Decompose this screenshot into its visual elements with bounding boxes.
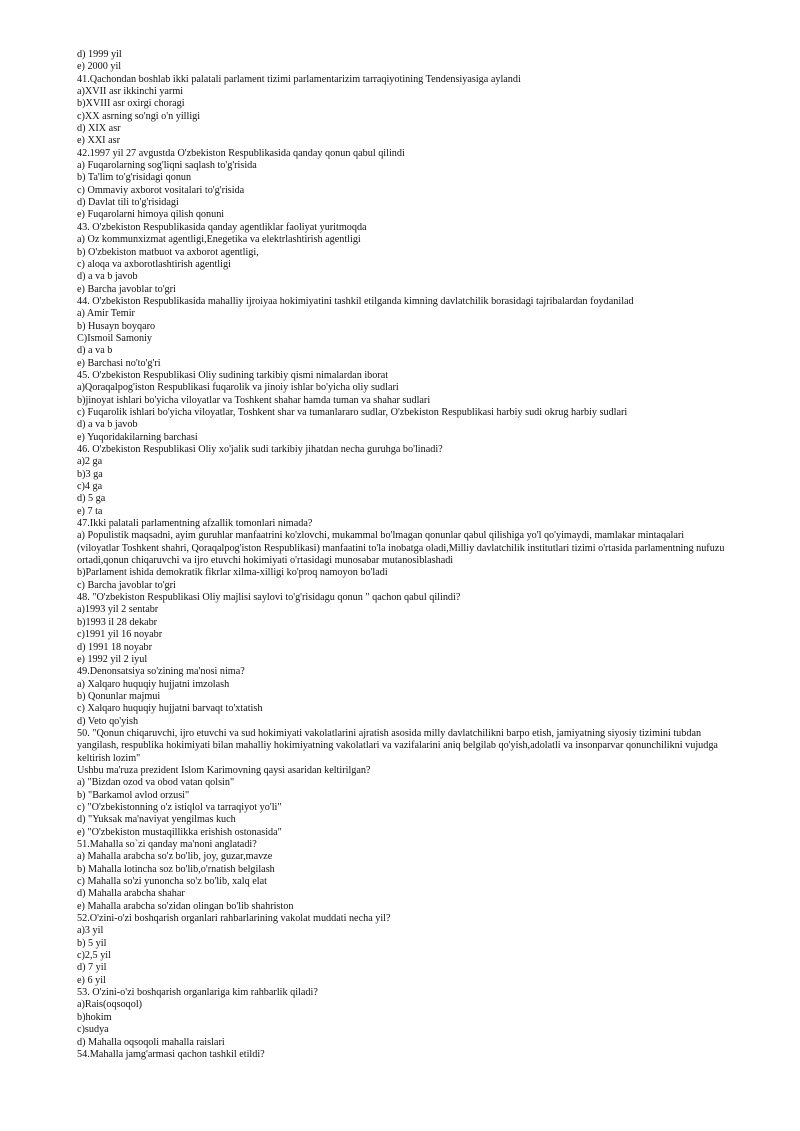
text-line: e) Fuqarolarni himoya qilish qonuni — [77, 209, 225, 221]
text-line: Ushbu ma'ruza prezident Islom Karimovning qaysi asaridan keltirilgan? — [77, 764, 371, 776]
text-line: a) Mahalla arabcha so'z bo'lib, joy, guzar,mavze — [77, 851, 273, 863]
text-line: e) Barcha javoblar to'gri — [77, 283, 176, 295]
text-line: a)Qoraqalpog'iston Respublikasi fuqarolik va jinoiy ishlar bo'yicha oliy sudlari — [77, 382, 399, 394]
text-line: b)XVIII asr oxirgi choragi — [77, 98, 185, 110]
text-line: 45. O'zbekiston Respublikasi Oliy sudining tarkibiy qismi nimalardan iborat — [77, 369, 389, 381]
text-block-1 — [77, 49, 727, 530]
text-line: d) a va b — [77, 345, 113, 357]
text-line: c)4 ga — [77, 481, 103, 493]
text-line: d) 1991 18 noyabr — [77, 641, 152, 653]
text-line: b)Parlament ishida demokratik fikrlar xilma-xilligi ko'proq namoyon bo'ladi — [77, 567, 388, 579]
text-line: e) "O'zbekiston mustaqillikka erishish ostonasida" — [77, 826, 282, 838]
text-line: c) Xalqaro huquqiy hujjatni barvaqt to'xtatish — [77, 703, 263, 715]
text-line: d) 5 ga — [77, 493, 106, 505]
text-line: a) Amir Temir — [77, 308, 135, 320]
document-page — [77, 49, 727, 1061]
text-line: d) XIX asr — [77, 123, 121, 135]
text-line: c)sudya — [77, 1024, 109, 1036]
text-line: c)2,5 yil — [77, 950, 111, 962]
text-line: a)2 ga — [77, 456, 103, 468]
text-line: c)1991 yil 16 noyabr — [77, 629, 163, 641]
text-line: c)XX asrning so'ngi o'n yilligi — [77, 110, 201, 122]
text-line: b)1993 il 28 dekabr — [77, 616, 158, 628]
text-line: 43. O'zbekiston Respublikasida qanday agentliklar faoliyat yuritmoqda — [77, 221, 367, 233]
text-line: d) 7 yil — [77, 962, 107, 974]
text-line: e) 2000 yil — [77, 61, 122, 73]
text-line: 46. O'zbekiston Respublikasi Oliy xo'jalik sudi tarkibiy jihatdan necha guruhga bo'linadi? — [77, 444, 443, 455]
text-line: 44. O'zbekiston Respublikasida mahalliy ijroiyaa hokimiyatini tashkil etilganda kimning davlatchilik borasidagi tajribalardan foydanilad — [77, 295, 634, 307]
answer-47a-paragraph: a) Populistik maqsadni, ayim guruhlar manfaatrini ko'zlovchi, mukammal bo'lmagan qonunlar qabul qilishiga yo'l qo'yimaydi, mamlakar mintaqalari (viloyatlar Toshkent shahri, Qoraqalpog'iston Respublikasi) manfaatini to'la inobatga oladi,Milliy davlatchilik institutlari tizimi o'rtasida parlamentning nufuzu ortadi,qonun chiqaruvchi va ijro etuvchi hokimiyati o'rtasidagi munosabar mutanosiblashadi — [77, 530, 725, 567]
text-line: 42.1997 yil 27 avgustda O'zbekiston Respublikasida qanday qonun qabul qilindi — [77, 147, 405, 159]
text-line: c) Mahalla so'zi yunoncha so'z bo'lib, xalq elat — [77, 876, 267, 888]
text-line: c) Barcha javoblar to'gri — [77, 579, 176, 591]
text-line: 49.Denonsatsiya so'zining ma'nosi nima? — [77, 666, 245, 678]
text-line: d) Davlat tili to'g'risidagi — [77, 197, 179, 209]
text-line: e) XXI asr — [77, 135, 120, 147]
text-line: b) O'zbekiston matbuot va axborot agentligi, — [77, 246, 259, 258]
text-line: a) Fuqarolarning sog'liqni saqlash to'g'risida — [77, 160, 257, 172]
text-line: b) Husayn boyqaro — [77, 320, 156, 332]
text-line: c) aloqa va axborotlashtirish agentligi — [77, 258, 231, 270]
text-line: c) Fuqarolik ishlari bo'yicha viloyatlar, Toshkent shar va tumanlararo sudlar, O'zbekiston Respublikasi harbiy sudi okrug harbiy sudlari — [77, 406, 628, 418]
text-line: a) Oz kommunxizmat agentligi,Enegetika va elektrlashtirish agentligi — [77, 234, 361, 246]
text-line: d) "Yuksak ma'naviyat yengilmas kuch — [77, 814, 236, 826]
text-line: b)hokim — [77, 1011, 112, 1023]
text-line: 53. O'zini-o'zi boshqarish organlariga kim rahbarlik qiladi? — [77, 987, 318, 999]
text-line: e) Yuqoridakilarning barchasi — [77, 431, 198, 443]
question-50-paragraph: 50. "Qonun chiqaruvchi, ijro etuvchi va sud hokimiyati vakolatlarini ajratish asosida milly davlatchilikni barpo etish, jamiyatning siyosiy tizimini tubdan yangilash, respublika hokimiyati bilan mahalliy hokimiyatning vakolatlari va vazifalarini aniq belgilab qo'yish,adolatli va insonparvar qonunchilikni vujudga keltirish lozim" — [77, 727, 718, 764]
text-line: b)3 ga — [77, 468, 103, 480]
text-line: b) "Barkamol avlod orzusi" — [77, 789, 190, 801]
text-line: a)XVII asr ikkinchi yarmi — [77, 86, 184, 98]
text-line: a) "Bizdan ozod va obod vatan qolsin" — [77, 777, 235, 789]
text-line: 52.O'zini-o'zi boshqarish organlari rahbarlarining vakolat muddati necha yil? — [77, 913, 391, 925]
text-line: a)Rais(oqsoqol) — [77, 999, 143, 1011]
text-line: d) Mahalla oqsoqoli mahalla raislari — [77, 1036, 225, 1048]
text-line: 48. "O'zbekiston Respublikasi Oliy majlisi saylovi to'g'risidagu qonun " qachon qabul qilindi? — [77, 592, 461, 604]
text-line: 47.Ikki palatali parlamentning afzallik tomonlari nimada? — [77, 518, 313, 530]
text-line: b)jinoyat ishlari bo'yicha viloyatlar va Toshkent shahar hamda tuman va shahar sudlari — [77, 394, 431, 406]
text-line: d) Veto qo'yish — [77, 715, 139, 727]
text-line: b) Ta'lim to'g'risidagi qonun — [77, 172, 192, 184]
text-line: e) 7 ta — [77, 505, 103, 517]
text-line: a)3 yil — [77, 925, 104, 937]
text-line: 51.Mahalla so`zi qanday ma'noni anglatadi? — [77, 839, 257, 850]
text-line: b) Mahalla lotincha soz bo'lib,o'rnatish belgilash — [77, 863, 275, 875]
text-line: c) Ommaviy axborot vositalari to'g'risida — [77, 184, 245, 196]
text-line: e) 1992 yil 2 iyul — [77, 653, 148, 665]
text-line: e) Mahalla arabcha so'zidan olingan bo'lib shahriston — [77, 900, 294, 912]
text-line: a)1993 yil 2 sentabr — [77, 604, 159, 616]
text-line: b) Qonunlar majmui — [77, 690, 161, 702]
text-block-3 — [77, 765, 727, 1061]
text-line: 41.Qachondan boshlab ikki palatali parlament tizimi parlamentarizim tarraqiyotining Tendensiyasiga aylandi — [77, 73, 521, 85]
text-block-2 — [77, 567, 727, 727]
text-line: C)Ismoil Samoniy — [77, 332, 152, 344]
text-line: d) a va b javob — [77, 271, 138, 283]
text-line: 54.Mahalla jamg'armasi qachon tashkil etildi? — [77, 1048, 265, 1060]
text-line: c) "O'zbekistonning o'z istiqlol va tarraqiyot yo'li" — [77, 801, 282, 813]
text-line: d) Mahalla arabcha shahar — [77, 888, 185, 900]
text-line: e) Barchasi no'to'g'ri — [77, 357, 161, 369]
text-line: a) Xalqaro huquqiy hujjatni imzolash — [77, 678, 230, 690]
text-line: b) 5 yil — [77, 937, 107, 949]
text-line: e) 6 yil — [77, 974, 106, 986]
text-line: d) a va b javob — [77, 419, 138, 431]
text-line: d) 1999 yil — [77, 49, 122, 60]
